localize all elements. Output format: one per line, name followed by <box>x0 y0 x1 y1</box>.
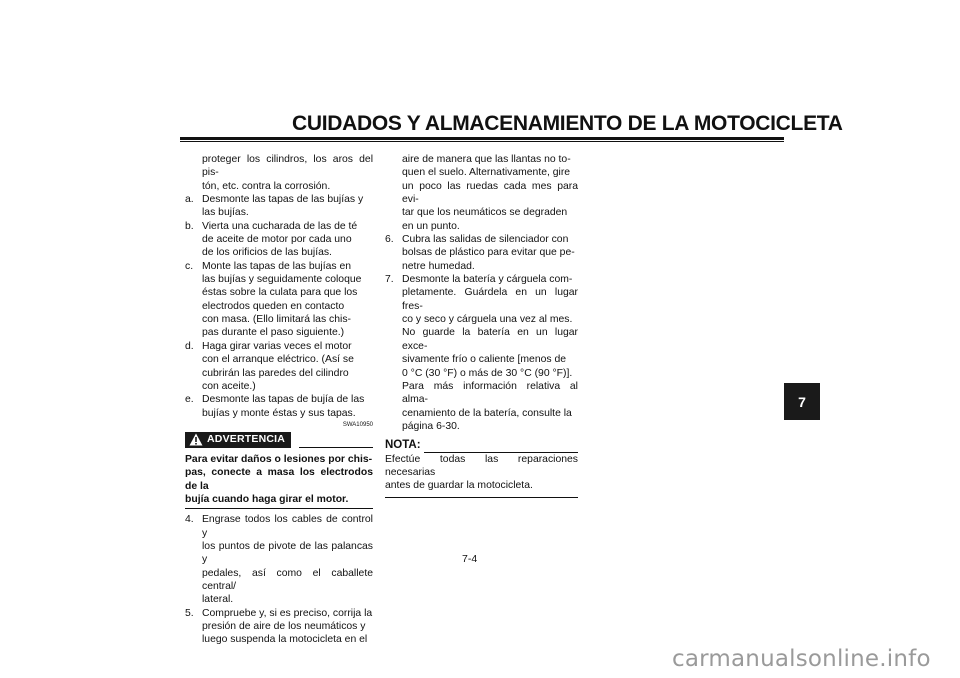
text-line: éstas sobre la culata para que los <box>202 287 358 299</box>
item-label: b. <box>185 220 194 232</box>
text-line: Cubra las salidas de silenciador con <box>402 234 569 246</box>
text-line: proteger los cilindros, los aros del pis- <box>202 154 373 179</box>
text-line: con masa. (Ello limitará las chis- <box>202 314 351 326</box>
text-line: cubrirán las paredes del cilindro <box>202 367 349 379</box>
warning-text <box>185 453 373 509</box>
list-item-4 <box>185 513 373 606</box>
text-line: antes de guardar la motocicleta. <box>385 480 533 492</box>
text-line: Monte las tapas de las bujías en <box>202 260 352 272</box>
text-line: pas, conecte a masa los electrodos de la <box>185 467 373 492</box>
text-line: Engrase todos los cables de control y <box>202 514 373 539</box>
text-line: Para más información relativa al alma- <box>402 380 578 406</box>
watermark: carmanualsonline.info <box>672 646 931 672</box>
chapter-tab: 7 <box>784 383 820 420</box>
warning-badge <box>185 432 291 448</box>
list-item-d <box>185 340 373 393</box>
list-item-b <box>185 220 373 260</box>
note-text <box>385 453 578 498</box>
right-column <box>385 153 578 498</box>
item-label: a. <box>185 194 194 206</box>
item-label: 4. <box>185 514 194 526</box>
warning-label: ADVERTENCIA <box>207 433 286 446</box>
list-item-7 <box>385 273 578 433</box>
text-line: página 6-30. <box>402 420 460 432</box>
text-line: un poco las ruedas cada mes para evi- <box>402 180 578 206</box>
item-label: d. <box>185 340 194 352</box>
warning-triangle-icon <box>189 433 203 446</box>
list-item-e <box>185 393 373 420</box>
text-line: electrodos queden en contacto <box>202 300 345 312</box>
text-line: cenamiento de la batería, consulte la <box>402 407 572 419</box>
page-title: CUIDADOS Y ALMACENAMIENTO DE LA MOTOCICLETA <box>292 112 843 135</box>
text-line: de los orificios de las bujías. <box>202 247 332 259</box>
page-number: 7-4 <box>462 553 478 565</box>
left-column <box>185 153 373 647</box>
text-line: bolsas de plástico para evitar que pe- <box>402 247 575 259</box>
text-line: Desmonte las tapas de las bujías y <box>202 194 364 206</box>
header-rule <box>180 137 784 140</box>
text-line: No guarde la batería en un lugar exce- <box>402 327 578 352</box>
text-line: las bujías y seguidamente coloque <box>202 274 362 286</box>
text-line: tón, etc. contra la corrosión. <box>202 180 331 192</box>
text-line: Haga girar varias veces el motor <box>202 340 352 352</box>
text-line: quen el suelo. Alternativamente, gire <box>402 167 571 179</box>
text-line: sivamente frío o caliente [menos de <box>402 354 567 366</box>
text-line: presión de aire de los neumáticos y <box>202 621 366 632</box>
warning-header <box>185 432 373 448</box>
note-label: NOTA: <box>385 439 421 452</box>
text-line: pedales, así como el caballete central/ <box>202 567 373 592</box>
text-line: aire de manera que las llantas no to- <box>402 154 571 165</box>
item-label: c. <box>185 260 194 272</box>
text-line: Desmonte las tapas de bujía de las <box>202 394 365 406</box>
intro-paragraph <box>185 153 373 193</box>
text-line: bujías y monte éstas y sus tapas. <box>202 407 356 419</box>
text-line: luego suspenda la motocicleta en el <box>202 634 368 646</box>
text-line: lateral. <box>202 594 234 606</box>
header-rule-thin <box>180 141 784 142</box>
item-label: 6. <box>385 234 394 246</box>
text-line: Desmonte la batería y cárguela com- <box>402 274 573 286</box>
item-label: 5. <box>185 607 194 619</box>
text-line: 0 °C (30 °F) o más de 30 °C (90 °F)]. <box>402 367 573 379</box>
text-line: Compruebe y, si es preciso, corrija la <box>202 607 373 619</box>
text-line: Vierta una cucharada de las de té <box>202 220 358 232</box>
warning-rule <box>299 446 373 448</box>
text-line: las bujías. <box>202 207 249 219</box>
text-line: bujía cuando haga girar el motor. <box>185 493 349 505</box>
text-line: pas durante el paso siguiente.) <box>202 327 345 339</box>
warning-code: SWA10950 <box>342 421 373 428</box>
text-line: Efectúe todas las reparaciones necesarias <box>385 453 578 478</box>
text-line: de aceite de motor por cada uno <box>202 234 352 246</box>
text-line: tar que los neumáticos se degraden <box>402 207 568 219</box>
text-line: los puntos de pivote de las palancas y <box>202 540 373 566</box>
text-line: con aceite.) <box>202 380 256 392</box>
text-line: netre humedad. <box>402 260 475 272</box>
item-label: e. <box>185 394 194 406</box>
continued-paragraph <box>385 153 578 233</box>
text-line: Para evitar daños o lesiones por chis- <box>185 453 373 465</box>
text-line: con el arranque eléctrico. (Así se <box>202 354 354 366</box>
item-label: 7. <box>385 274 394 286</box>
text-line: en un punto. <box>402 220 460 232</box>
text-line: pletamente. Guárdela en un lugar fres- <box>402 287 578 312</box>
text-line: co y seco y cárguela una vez al mes. <box>402 314 573 326</box>
list-item-6 <box>385 233 578 273</box>
note-header <box>385 439 578 452</box>
list-item-c <box>185 260 373 340</box>
list-item-5 <box>185 607 373 647</box>
list-item-a <box>185 193 373 220</box>
